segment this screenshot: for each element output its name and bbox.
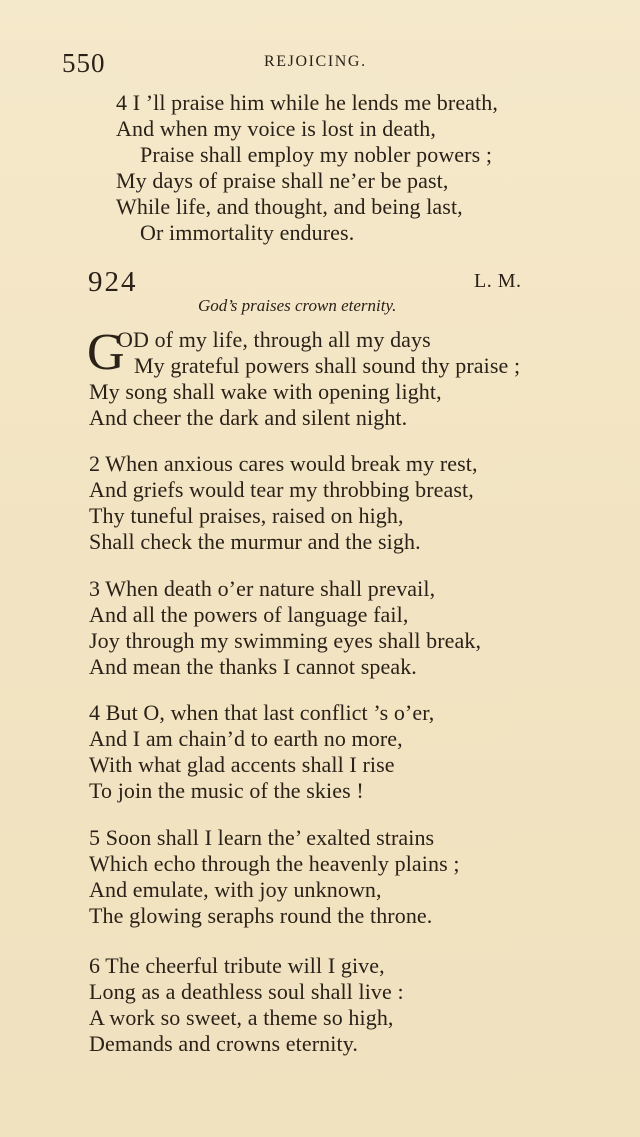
verse3-line-3: Joy through my swimming eyes shall break, — [89, 628, 482, 653]
verse5-line-3: And emulate, with joy unknown, — [89, 877, 382, 902]
verse2-line-4: Shall check the murmur and the sigh. — [89, 529, 421, 554]
prev-verse4-line-5: While life, and thought, and being last, — [116, 194, 463, 219]
prev-verse4-line-6: Or immortality endures. — [140, 220, 355, 245]
page-number: 550 — [62, 48, 106, 78]
hymn-meter: L. M. — [474, 270, 522, 292]
verse5-line-4: The glowing seraphs round the throne. — [89, 903, 433, 928]
verse5-line-2: Which echo through the heavenly plains ; — [89, 851, 460, 876]
verse6-line-4: Demands and crowns eternity. — [89, 1031, 358, 1056]
verse2-line-1: 2 When anxious cares would break my rest, — [89, 451, 478, 476]
verse3-line-1: 3 When death o’er nature shall prevail, — [89, 576, 436, 601]
verse2-line-2: And griefs would tear my throbbing breast, — [89, 477, 474, 502]
verse1-line-1: OD of my life, through all my days — [117, 327, 431, 352]
prev-verse4-line-3: Praise shall employ my nobler powers ; — [140, 142, 493, 167]
verse4-line-1: 4 But O, when that last conflict ’s o’er, — [89, 700, 435, 725]
verse4-line-3: With what glad accents shall I rise — [89, 752, 395, 777]
verse6-line-1: 6 The cheerful tribute will I give, — [89, 953, 385, 978]
hymn-number: 924 — [88, 266, 138, 298]
verse1-line-3: My song shall wake with opening light, — [89, 379, 442, 404]
running-head: REJOICING. — [264, 53, 367, 70]
verse5-line-1: 5 Soon shall I learn the’ exalted strains — [89, 825, 435, 850]
prev-verse4-line-1: 4 I ’ll praise him while he lends me breath, — [116, 90, 498, 115]
verse4-line-4: To join the music of the skies ! — [89, 778, 364, 803]
drop-cap: G — [87, 324, 125, 381]
prev-verse4-line-2: And when my voice is lost in death, — [116, 116, 437, 141]
verse6-line-2: Long as a deathless soul shall live : — [89, 979, 404, 1004]
verse3-line-4: And mean the thanks I cannot speak. — [89, 654, 417, 679]
prev-verse4-line-4: My days of praise shall ne’er be past, — [116, 168, 449, 193]
verse4-line-2: And I am chain’d to earth no more, — [89, 726, 403, 751]
hymn-subtitle: God’s praises crown eternity. — [198, 296, 397, 315]
verse1-line-4: And cheer the dark and silent night. — [89, 405, 408, 430]
verse1-line-2: My grateful powers shall sound thy praise ; — [134, 353, 521, 378]
verse3-line-2: And all the powers of language fail, — [89, 602, 409, 627]
verse6-line-3: A work so sweet, a theme so high, — [89, 1005, 394, 1030]
verse2-line-3: Thy tuneful praises, raised on high, — [89, 503, 404, 528]
